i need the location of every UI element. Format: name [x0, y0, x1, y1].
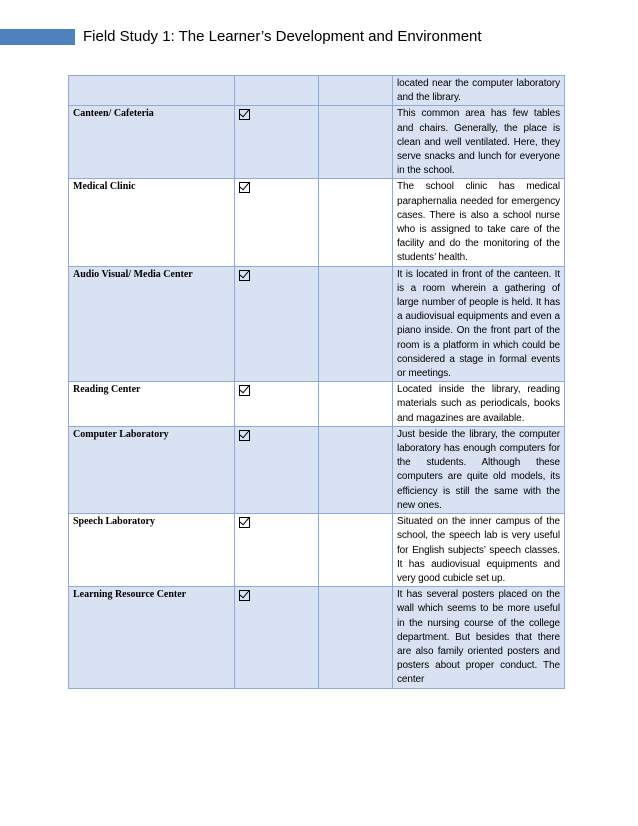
table-row: [69, 106, 565, 179]
check-cell-2: [319, 514, 393, 587]
checked-box-icon: [239, 182, 250, 193]
facility-description: Just beside the library, the computer laboratory has enough computers for the students. Although these computers are quite old models, its efficiency is still the same with the new ones.: [393, 426, 565, 513]
checked-box-icon: [239, 385, 250, 396]
facility-description: located near the computer laboratory and the library.: [393, 76, 565, 106]
facility-name: Computer Laboratory: [69, 426, 235, 513]
facilities-table: [68, 75, 565, 689]
facility-name: Medical Clinic: [69, 179, 235, 266]
checked-box-icon: [239, 517, 250, 528]
facility-name: Audio Visual/ Media Center: [69, 266, 235, 382]
check-cell-2: [319, 382, 393, 427]
check-cell-2: [319, 76, 393, 106]
check-cell-2: [319, 587, 393, 688]
facility-name: Reading Center: [69, 382, 235, 427]
checked-box-icon: [239, 430, 250, 441]
facility-description: It has several posters placed on the wall which seems to be more useful in the nursing course of the college department. But besides that there are also family oriented posters and posters about proper conduct. The center: [393, 587, 565, 688]
facility-name: Speech Laboratory: [69, 514, 235, 587]
check-cell-2: [319, 106, 393, 179]
check-cell-2: [319, 266, 393, 382]
check-cell: [235, 426, 319, 513]
header-accent-bar: [0, 29, 75, 45]
table-row: [69, 514, 565, 587]
facility-description: The school clinic has medical paraphernalia needed for emergency cases. There is also a school nurse who is assigned to take care of the facility and do the monitoring of the students’ health.: [393, 179, 565, 266]
facility-name: Canteen/ Cafeteria: [69, 106, 235, 179]
table-row: [69, 76, 565, 106]
check-cell-2: [319, 426, 393, 513]
table-row: [69, 587, 565, 688]
facility-name: [69, 76, 235, 106]
check-cell: [235, 266, 319, 382]
facility-name: Learning Resource Center: [69, 587, 235, 688]
facility-description: Located inside the library, reading materials such as periodicals, books and magazines are available.: [393, 382, 565, 427]
facility-description: This common area has few tables and chairs. Generally, the place is clean and well ventilated. Here, they serve snacks and lunch for everyone in the school.: [393, 106, 565, 179]
checked-box-icon: [239, 590, 250, 601]
table-row: [69, 179, 565, 266]
facility-description: Situated on the inner campus of the school, the speech lab is very useful for English subjects’ speech classes. It has audiovisual equipments and very good cubicle set up.: [393, 514, 565, 587]
check-cell: [235, 587, 319, 688]
table-row: [69, 426, 565, 513]
check-cell: [235, 76, 319, 106]
check-cell: [235, 382, 319, 427]
checked-box-icon: [239, 270, 250, 281]
check-cell: [235, 179, 319, 266]
check-cell: [235, 106, 319, 179]
checked-box-icon: [239, 109, 250, 120]
table-row: [69, 266, 565, 382]
facility-description: It is located in front of the canteen. It is a room wherein a gathering of large number of people is held. It has a audiovisual equipments and even a piano inside. On the front part of the room is a platform in which could be considered a stage in formal events or meetings.: [393, 266, 565, 382]
check-cell-2: [319, 179, 393, 266]
check-cell: [235, 514, 319, 587]
page-header-title: Field Study 1: The Learner’s Development and Environment: [83, 28, 482, 45]
table-row: [69, 382, 565, 427]
